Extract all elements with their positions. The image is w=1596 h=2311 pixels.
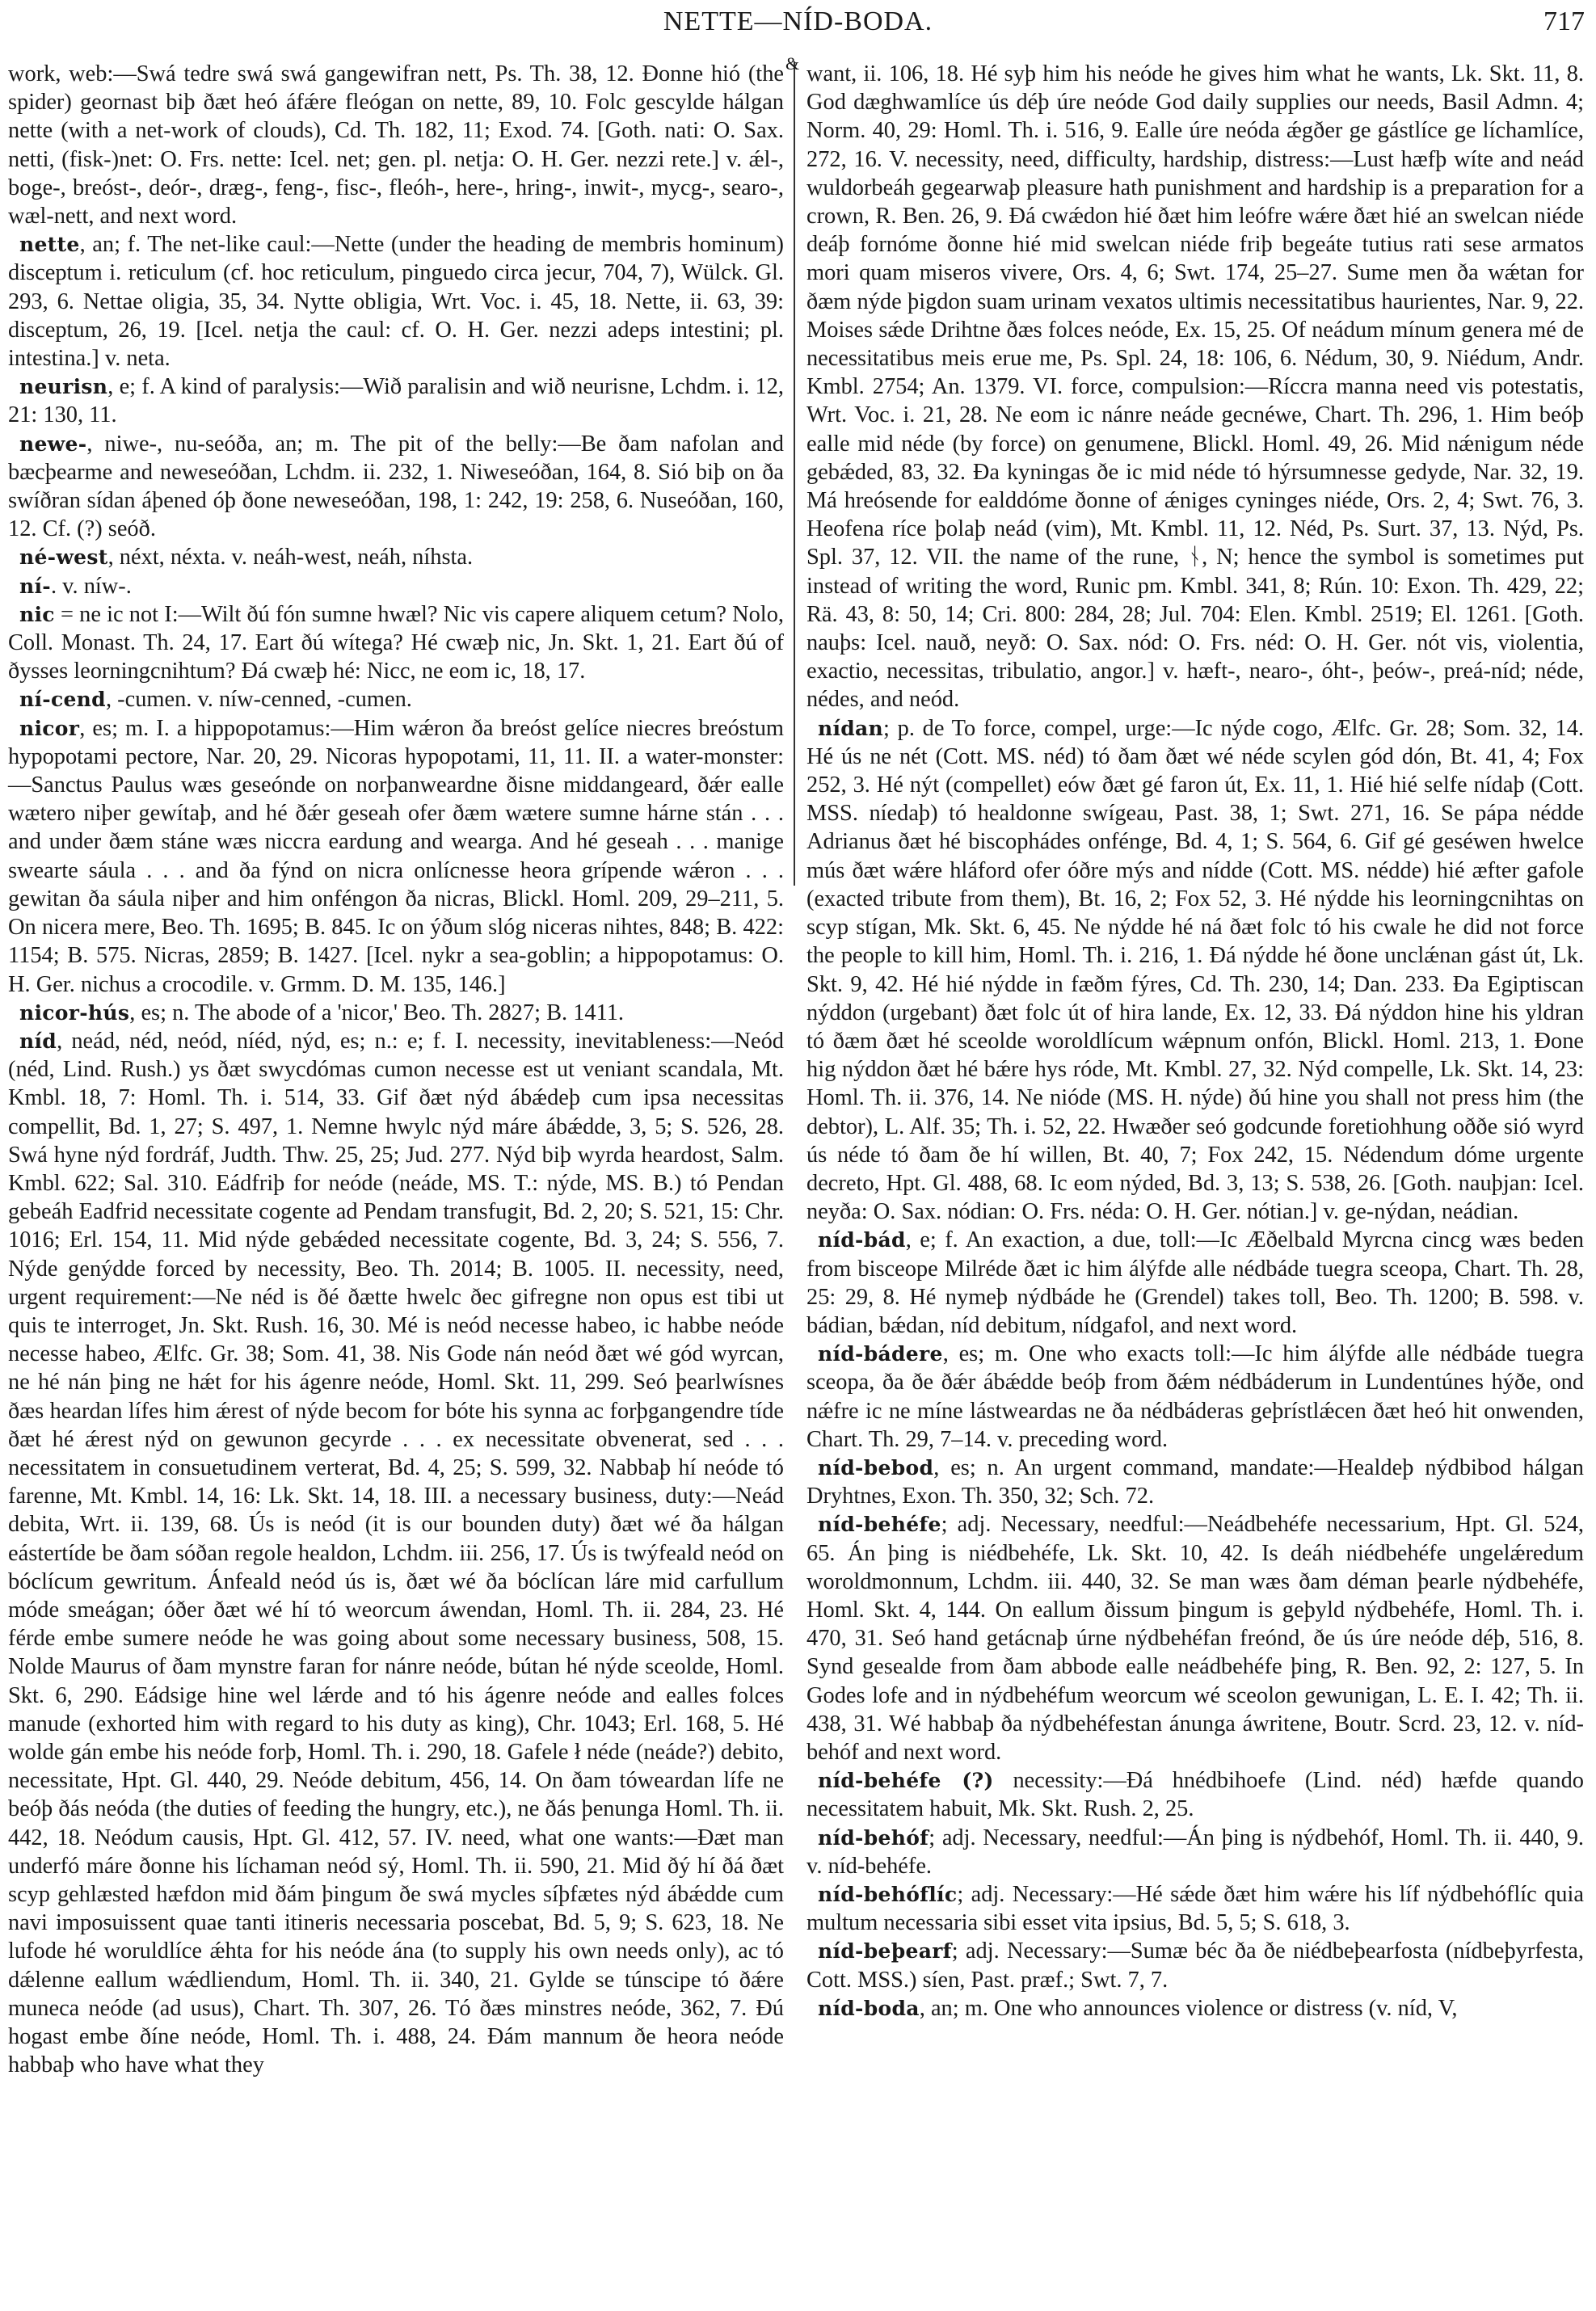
entry-text: , an; m. One who announces violence or distress (v. níd, V, — [919, 1995, 1458, 2021]
dictionary-entry — [8, 373, 784, 429]
dictionary-entry — [8, 999, 784, 1027]
entry-text: work, web:—Swá tedre swá swá gangewifran nett, Ps. Th. 38, 12. Ðonne hió (the spider) geornast biþ ðæt heó áfǽre fleógan on nette, 89, 10. Folc gescylde hálgan nette (with a net-work of clouds), Cd. Th. 182, 11; Exod. 74. [Goth. nati: O. Sax. netti, (fisk-)net: O. Frs. nette: Icel. net; gen. pl. netja: O. H. Ger. nezzi rete.] v. ǽl-, boge-, breóst-, deór-, dræg-, feng-, fisc-, fleóh-, here-, hring-, inwit-, mycg-, searo-, wæl-nett, and next word. — [8, 61, 784, 229]
entry-text: , es; n. An urgent command, mandate:—Healdeþ nýdbibod hálgan Dryhtnes, Exon. Th. 350, 32; Sch. 72. — [806, 1454, 1584, 1509]
headword: nicor — [19, 716, 80, 740]
dictionary-entry — [806, 1824, 1584, 1880]
headword: níd — [19, 1029, 57, 1053]
headword: níd-boda — [818, 1996, 920, 2020]
left-column — [8, 60, 784, 2079]
headword: níd-bád — [818, 1228, 906, 1252]
dictionary-entry — [806, 1226, 1584, 1340]
headword: né-west — [19, 545, 108, 570]
entry-text: , niwe-, nu-seóða, an; m. The pit of the belly:—Be ðam nafolan and bæcþearme and neweseóðan, Lchdm. ii. 232, 1. Niweseóðan, 164, 8. Sió biþ on ða swíðran sídan áþened óþ ðone neweseóðan, 198, 1: 242, 19: 258, 6. Nuseóðan, 160, 12. Cf. (?) seóð. — [8, 431, 784, 542]
headword: ní-cend — [19, 688, 106, 712]
dictionary-entry — [8, 600, 784, 686]
entry-text: , es; m. One who exacts toll:—Ic him álýfde alle nédbáde tuegra sceopa, ða ðe ðǽr ábǽdde beóþ from ðǽm nédbáderum in Lundentúnes hýðe, ond nǽfre ic ne míne lástweardas ne ða nédbáderas geþrístlǽcen ðæt heó hit onwenden, Chart. Th. 29, 7–14. v. preceding word. — [806, 1341, 1584, 1452]
entry-text: want, ii. 106, 18. Hé syþ him his neóde he gives him what he wants, Lk. Skt. 11, 8. God dæghwamlíce ús déþ úre neóde God daily supplies our needs, Basil Admn. 4; Norm. 40, 29: Homl. Th. i. 516, 9. Ealle úre neóda ǽgðer ge gástlíce ge líchamlíce, 272, 16. V. necessity, need, difficulty, hardship, distress:—Lust hæfþ wíte and neád wuldorbeáh gegearwaþ pleasure hath punishment and hardship is a preparation for a crown, R. Ben. 26, 9. Ðá cwǽdon hié ðæt him leófre wǽre ðæt hié an swelcan niéde deáþ fornóme ðonne hié mid swelcan niéde friþ begeáte tutius rati sese armatos mori quam miseros vivere, Ors. 4, 6; Swt. 174, 25–27. Sume men ða wǽtan for ðæm nýde þigdon suam urinam vexatos ultimis necessitatibus haurientes, Nar. 9, 22. Moises sǽde Drihtne ðæs folces neóde, Ex. 15, 25. Of neádum mínum genera mé de necessitatibus meis erue me, Ps. Spl. 24, 18: 106, 6. Nédum, 30, 9. Niédum, Andr. Kmbl. 2754; An. 1379. VI. force, compulsion:—Ríccra manna need vis potestatis, Wrt. Voc. i. 21, 28. Ne eom ic nánre neáde gecnéwe, Chart. Th. 296, 1. Him beóþ ealle mid néde (by force) on genumene, Blickl. Homl. 49, 26. Mid nǽnigum néde gebǽded, 83, 32. Ða kyningas ðe ic mid néde tó hýrsumnesse gedyde, Nar. 32, 19. Má hreósende for ealddóme ðonne of ǽniges cyninges niéde, Ors. 2, 4; Swt. 76, 3. Heofena ríce þolaþ neád (vim), Mt. Kmbl. 11, 12. Néd, Ps. Surt. 37, 13. Nýd, Ps. Spl. 37, 12. VII. the name of the rune, ᚾ, N; hence the symbol is sometimes put instead of writing the word, Runic pm. Kmbl. 341, 8; Rún. 10: Exon. Th. 429, 22; Rä. 43, 8: 50, 14; Cri. 800: 284, 28; Jul. 704: Elen. Kmbl. 2519; El. 1261. [Goth. nauþs: Icel. nauð, neyð: O. Sax. nód: O. Frs. néd: O. H. Ger. nót vis, violentia, exactio, necessitas, tribulatio, angor.] v. hæft-, nearo-, óht-, þeów-, preá-níd; néde, nédes, and neód. — [806, 61, 1584, 713]
dictionary-entry — [806, 60, 1584, 714]
entry-text: = ne ic not I:—Wilt ðú fón sumne hwæl? Nic vis capere aliquem cetum? Nolo, Coll. Monast. Th. 24, 17. Eart ðú wítega? Hé cwæþ nic, Jn. Skt. 1, 21. Eart ðú of ðysses leorningcnihtum? Ðá cwæþ hé: Nicc, ne eom ic, 18, 17. — [8, 601, 784, 684]
headword: newe- — [19, 431, 87, 456]
headword: níd-beþearf — [818, 1939, 952, 1964]
headword: nicor-hús — [19, 1000, 130, 1025]
dictionary-entry — [806, 1454, 1584, 1510]
entry-text: ; adj. Necessary:—Hé sǽde ðæt him wǽre his líf nýdbehóflíc quia multum necessaria sibi esset vita ipsius, Bd. 5, 5; S. 618, 3. — [806, 1882, 1584, 1936]
headword: níd-behéfe — [818, 1513, 941, 1537]
headword: níd-bádere — [818, 1342, 943, 1366]
dictionary-entry — [8, 230, 784, 373]
dictionary-entry — [806, 1994, 1584, 2023]
entry-text: necessity:—Ðá hnédbihoefe (Lind. néd) hæfde quando necessitatem habuit, Mk. Skt. Rush. 2, 25. — [806, 1768, 1584, 1822]
entry-text: ; p. de To force, compel, urge:—Ic nýde cogo, Ælfc. Gr. 28; Som. 32, 14. Hé ús ne nét (Cott. MS. néd) tó ðam ðæt wé néde scylen gód dón, Bt. 41, 4; Fox 252, 3. Hé nýt (compellet) eów ðæt gé faron út, Ex. 11, 1. Hié hié selfe nídaþ (Cott. MSS. níedaþ) tó healdonne swígeau, Past. 38, 1; Swt. 271, 16. Se pápa nédde Adrianus ðæt hé biscophádes onfénge, Bd. 4, 1; S. 564, 6. Gif gé geséwen hwelce mús ðæt wǽre hláford ofer óðre mýs and nídde (Cott. MS. nédde) hié æfter gafole (exacted tribute from them), Bt. 16, 2; Fox 52, 3. Hé nýdde his leorningcnihtas on scyp stígan, Mk. Skt. 6, 45. Ne nýdde hé ná ðæt folc tó his cwale he did not force the people to kill him, Homl. Th. i. 216, 1. Ðá nýdde hé ðone unclǽnan gást út, Lk. Skt. 9, 42. Hé hié nýdde in fæðm fýres, Cd. Th. 230, 14; Dan. 233. Ða Egiptiscan nýddon (urgebant) ðæt folc út of hira lande, Ex. 12, 33. Ðá nýddon hine his yldran tó ðæm ðæt hé sceolde woroldlícum wǽpnum onfón, Blickl. Homl. 213, 1. Ðone hig nýddon ðæt hé bǽre hys róde, Mt. Kmbl. 27, 32. Nýd compelle, Lk. Skt. 14, 23: Homl. Th. ii. 376, 14. Ne nióde (MS. H. nýde) ðú hine you shall not press him (the debtor), L. Alf. 35; Th. i. 52, 22. Hwæðer seó godcunde foretiohhung oððe sió wyrd ús néde tó ðam ðe hí willen, Bt. 40, 7; Fox 242, 15. Nédendum dóme urgente decreto, Hpt. Gl. 488, 68. Ic eom nýded, Bd. 3, 13; S. 538, 26. [Goth. nauþjan: Icel. neyða: O. Sax. nódian: O. Frs. néda: O. H. Ger. nótian.] v. ge-nýdan, neádian. — [806, 715, 1584, 1225]
dictionary-entry — [8, 430, 784, 544]
page-number: 717 — [1543, 6, 1585, 36]
page-title: NETTE—NÍD-BODA. — [663, 6, 933, 36]
dictionary-entry — [806, 1937, 1584, 1993]
dictionary-entry — [8, 714, 784, 999]
headword: nic — [19, 602, 55, 626]
headword: níd-behóf — [818, 1825, 929, 1850]
entry-text: , es; m. I. a hippopotamus:—Him wǽron ða breóst gelíce niecres breóstum hypopotami pectore, Nar. 20, 29. Nicoras hypopotami, 11, 11. II. a water-monster:—Sanctus Paulus wæs geseónde on norþanweardne ðisne middangeard, ðǽr ealle wætero niþer gewítaþ, and hé ðǽr geseah ofer ðæm wætere sumne hárne stán . . . and under ðæm stáne wæs niccra eardung and wearga. And hé geseah . . . manige swearte sáula . . . and ða fýnd on nicra onlícnesse heora grípende wǽron . . . gewitan ða sáula niþer and him onféngon ða nicras, Blickl. Homl. 209, 29–211, 5. On nicera mere, Beo. Th. 1695; B. 845. Ic on ýðum slóg niceras nihtes, 848; B. 422: 1154; B. 575. Nicras, 2859; B. 1427. [Icel. nykr a sea-goblin; a hippopotamus: O. H. Ger. nichus a crocodile. v. Grmm. D. M. 135, 146.] — [8, 715, 784, 997]
entry-text: , es; n. The abode of a 'nicor,' Beo. Th. 2827; B. 1411. — [129, 1000, 625, 1025]
entry-text: ; adj. Necessary, needful:—Neádbehéfe necessarium, Hpt. Gl. 524, 65. Án þing is niédbehéfe, Lk. Skt. 10, 42. Is deáh niédbehéfe ungelǽredum woroldmonnum, Lchdm. iii. 440, 32. Se man wæs ðam déman þearle nýdbehéfe, Homl. Skt. 4, 144. On eallum ðissum þingum is geþyld nýdbehéfe, Homl. Th. i. 470, 31. Seó hand getácnaþ úrne nýdbehéfan freónd, ðe ús úre neóde déþ, 516, 8. Synd gesealde from ðam abbode ealle neádbehéfe þing, R. Ben. 92, 2: 127, 5. In Godes lofe and in nýdbehéfum weorcum wé sceolon gewunigan, L. E. I. 42; Th. ii. 438, 31. Wé habbaþ ða nýdbehéfestan ánunga áwritene, Boutr. Scrd. 23, 12. v. níd-behóf and next word. — [806, 1512, 1584, 1765]
column-divider — [794, 61, 795, 886]
entry-text: ; adj. Necessary, needful:—Án þing is nýdbehóf, Homl. Th. ii. 440, 9. v. níd-behéfe. — [806, 1825, 1584, 1879]
entry-text: , an; f. The net-like caul:—Nette (under the heading de membris hominum) disceptum i. reticulum (cf. hoc reticulum, pinguedo circa jecur, 704, 7), Wülck. Gl. 293, 6. Nettae oligia, 35, 34. Nytte obligia, Wrt. Voc. i. 45, 18. Nette, ii. 63, 39: disceptum, 26, 19. [Icel. netja the caul: cf. O. H. Ger. nezzi adeps intestini; pl. intestina.] v. neta. — [8, 232, 784, 372]
dictionary-entry — [806, 714, 1584, 1227]
entry-text: , e; f. A kind of paralysis:—Wið paralisin and wið neurisne, Lchdm. i. 12, 21: 130, 11. — [8, 374, 784, 428]
entry-text: , e; f. An exaction, a due, toll:—Ic Æðelbald Myrcna cincg wæs beden from bisceope Milréde ðæt ic him álýfde alle nédbáde tuegra sceopa, Chart. Th. 28, 25: 29, 8. Hé nymeþ nýdbáde he (Grendel) takes toll, Beo. Th. 1200; B. 598. v. bádian, bǽdan, níd debitum, nídgafol, and next word. — [806, 1227, 1584, 1338]
headword: nette — [19, 233, 80, 257]
headword: níd-behóflíc — [818, 1883, 958, 1906]
entry-text: , -cumen. v. níw-cenned, -cumen. — [105, 687, 412, 713]
entry-text: ; adj. Necessary:—Sumæ béc ða ðe niédbeþearfosta (nídbeþyrfesta, Cott. MSS.) síen, Past. præf.; Swt. 7, 7. — [806, 1938, 1584, 1993]
right-column — [806, 60, 1584, 2023]
dictionary-entry — [8, 543, 784, 571]
headword: níd-behéfe (?) — [818, 1769, 994, 1793]
entry-text: , néxt, néxta. v. neáh-west, neáh, níhsta. — [107, 545, 474, 570]
dictionary-entry — [806, 1510, 1584, 1766]
dictionary-entry — [806, 1766, 1584, 1823]
headword: níd-bebod — [818, 1455, 934, 1480]
headword: neurisn — [19, 375, 108, 399]
dictionary-entry — [8, 1027, 784, 2080]
entry-text: , neád, néd, neód, níéd, nýd, es; n.: e; f. I. necessity, inevitableness:—Neód (néd, Lind. Rush.) ys ðæt swycdómas cumon necesse est ut veniant scandala, Mt. Kmbl. 18, 7: Homl. Th. i. 514, 33. Gif ðæt nýd ábǽdeþ cum ipsa necessitas compellit, Bd. 1, 27; S. 497, 1. Nemne hwylc nýd máre ábǽdde, 3, 5; S. 526, 28. Swá hyne nýd fordráf, Judth. Thw. 25, 25; Jud. 277. Nýd biþ wyrda heardost, Salm. Kmbl. 622; Sal. 310. Eádfriþ for neóde (neáde, MS. T.: nýde, MS. B.) tó Pendan gebeáh Eadfrid necessitate cogente ad Pendam transfugit, Bd. 2, 20; S. 521, 15: Chr. 1016; Erl. 154, 11. Mid nýde gebǽded necessitate cogente, Bd. 3, 24; S. 556, 7. Nýde genýdde forced by necessity, Beo. Th. 2014; B. 1005. II. necessity, need, urgent requirement:—Ne néd is ðé ðætte hwelc ðec gifregne non opus est tibi ut quis te interroget, Jn. Skt. Rush. 16, 30. Mé is neód necesse habeo, ic habbe neóde necesse habeo, Ælfc. Gr. 38; Som. 41, 38. Nis Gode nán neód ðæt wé gód wyrcan, ne hé nán þing ne hǽt for his ágenre neóde, Homl. Skt. 11, 299. Seó þearlwísnes ðæs heardan lífes him ǽrest of nýde becom for bóte his synna ac forþgangendre tíde ðæt hé ǽrest nýd on gewunon gecyrde . . . ex necessitate obvenerat, sed . . . necessitatem in consuetudinem verterat, Bd. 4, 25; S. 599, 32. Nabbaþ hí neóde tó farenne, Mt. Kmbl. 14, 16: Lk. Skt. 14, 18. III. a necessary business, duty:—Neád debita, Wrt. ii. 139, 68. Ús is neód (it is our bounden duty) ðæt wé ða hálgan eástertíde be ðam sóðan regole healdon, Lchdm. iii. 256, 17. Ús is twýfeald neód on bóclícum gewritum. Ánfeald neód ús is, ðæt wé ða bóclícan láre mid carfullum móde smeágan; óðer ðæt wé hí tó weorcum áwendan, Homl. Th. ii. 284, 23. Hé férde embe sumere neóde he was going about some necessary business, 508, 15. Nolde Maurus of ðam mynstre faran for nánre neóde, bútan hé nýde sceolde, Homl. Skt. 6, 290. Eádsige hine wel lǽrde and tó his ágenre neóde and ealles folces manude (exhorted him with regard to his duty as king), Chr. 1043; Erl. 168, 5. Hé wolde gán embe his neóde forþ, Homl. Th. i. 290, 18. Gafele ł néde (neáde?) debito, necessitate, Hpt. Gl. 440, 29. Neóde debitum, 456, 14. On ðam tóweardan lífe ne beóþ ðás neóda (the duties of feeding the hungry, etc.), ne ðás þenunga Homl. Th. ii. 442, 18. Neódum causis, Hpt. Gl. 412, 57. IV. need, what one wants:—Ðæt man underfó máre ðonne his líchaman neód sý, Homl. Th. ii. 590, 21. Mid ðý hí ðá ðæt scyp gehlæsted hæfdon mid ðám þingum ðe swá mycles síþfætes nýd ábǽdde cum navi imposuissent quae tanti itineris necessaria poscebat, Bd. 5, 9; S. 623, 18. Ne lufode hé woruldlíce ǽhta for his neóde ána (to supply his own needs only), ac tó dǽlenne eallum wǽdliendum, Homl. Th. ii. 340, 21. Gylde se túnscipe tó ðǽre muneca neóde (ad usus), Chart. Th. 307, 26. Tó ðæs minstres neóde, 362, 7. Ðú hogast embe ðíne neóde, Homl. Th. i. 488, 24. Ðám mannum ðe heora neóde habbaþ who have what they — [8, 1028, 784, 2078]
divider-ornament-icon: & — [785, 53, 800, 74]
entry-text: . v. níw-. — [50, 573, 132, 599]
dictionary-entry — [8, 572, 784, 600]
dictionary-entry — [8, 685, 784, 714]
dictionary-entry — [8, 60, 784, 230]
headword: nídan — [818, 716, 884, 740]
headword: ní- — [19, 574, 51, 598]
dictionary-entry — [806, 1340, 1584, 1454]
dictionary-entry — [806, 1880, 1584, 1937]
